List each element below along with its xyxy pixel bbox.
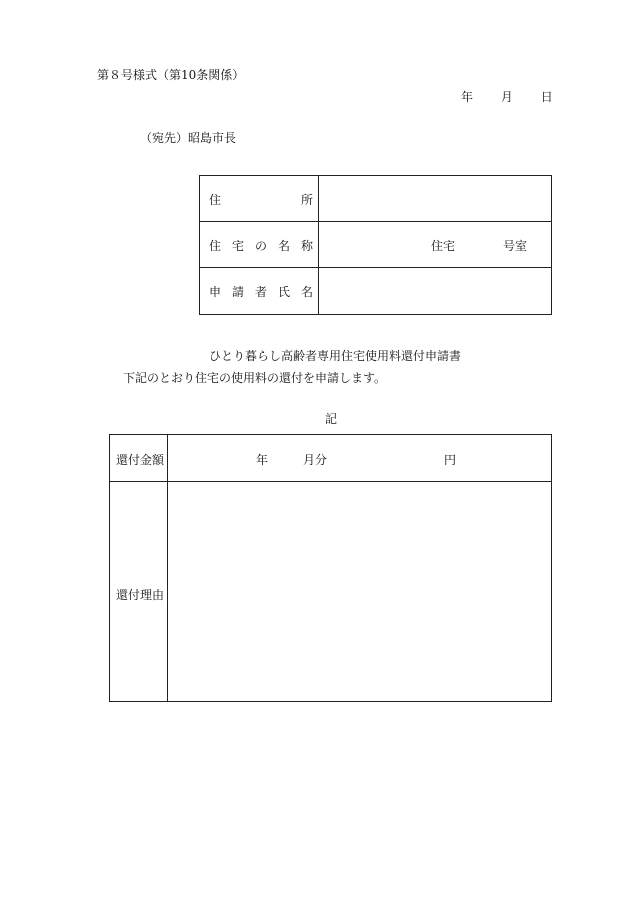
refund-amount-row — [110, 435, 551, 482]
date-year-label: 年 — [461, 90, 474, 104]
housing-name-label-char: の — [255, 239, 268, 253]
form-number: 第８号様式（第10条関係） — [97, 68, 245, 82]
housing-name-label-char: 住 — [209, 239, 222, 253]
housing-name-label-char: 宅 — [232, 239, 245, 253]
refund-reason-field[interactable] — [168, 483, 551, 701]
address-row — [200, 176, 551, 222]
address-label-char: 所 — [301, 193, 314, 207]
addressee: （宛先）昭島市長 — [140, 131, 237, 145]
refund-month-label: 月分 — [303, 453, 328, 467]
applicant-name-label-char: 申 — [209, 285, 222, 299]
form-title: ひとり暮らし高齢者専用住宅使用料還付申請書 — [209, 349, 462, 363]
applicant-name-label-char: 請 — [232, 285, 245, 299]
housing-name-label-char: 名 — [278, 239, 291, 253]
date-line — [461, 88, 553, 105]
room-suffix: 号室 — [503, 239, 528, 253]
housing-name-label-char: 称 — [301, 239, 314, 253]
refund-amount-field[interactable] — [168, 435, 551, 481]
refund-year-label: 年 — [256, 453, 269, 467]
date-day-label: 日 — [540, 90, 553, 104]
refund-reason-label: 還付理由 — [116, 588, 165, 602]
address-label-char: 住 — [209, 193, 222, 207]
applicant-name-row — [200, 268, 551, 314]
applicant-name-label-char: 者 — [255, 285, 268, 299]
housing-name-row — [200, 222, 551, 268]
applicant-table — [199, 175, 552, 315]
applicant-name-field[interactable] — [320, 268, 551, 314]
date-month-label: 月 — [500, 90, 513, 104]
refund-amount-label: 還付金額 — [116, 453, 165, 467]
housing-suffix: 住宅 — [431, 239, 456, 253]
applicant-name-label — [200, 268, 319, 314]
address-label — [200, 176, 319, 221]
housing-name-field[interactable] — [320, 222, 551, 267]
refund-table — [109, 434, 552, 702]
ki-heading: 記 — [325, 412, 338, 426]
applicant-name-label-char: 氏 — [278, 285, 291, 299]
applicant-name-label-char: 名 — [301, 285, 314, 299]
housing-name-label — [200, 222, 319, 267]
refund-yen-label: 円 — [444, 453, 457, 467]
address-field[interactable] — [320, 176, 551, 221]
form-statement: 下記のとおり住宅の使用料の還付を申請します。 — [123, 371, 387, 385]
